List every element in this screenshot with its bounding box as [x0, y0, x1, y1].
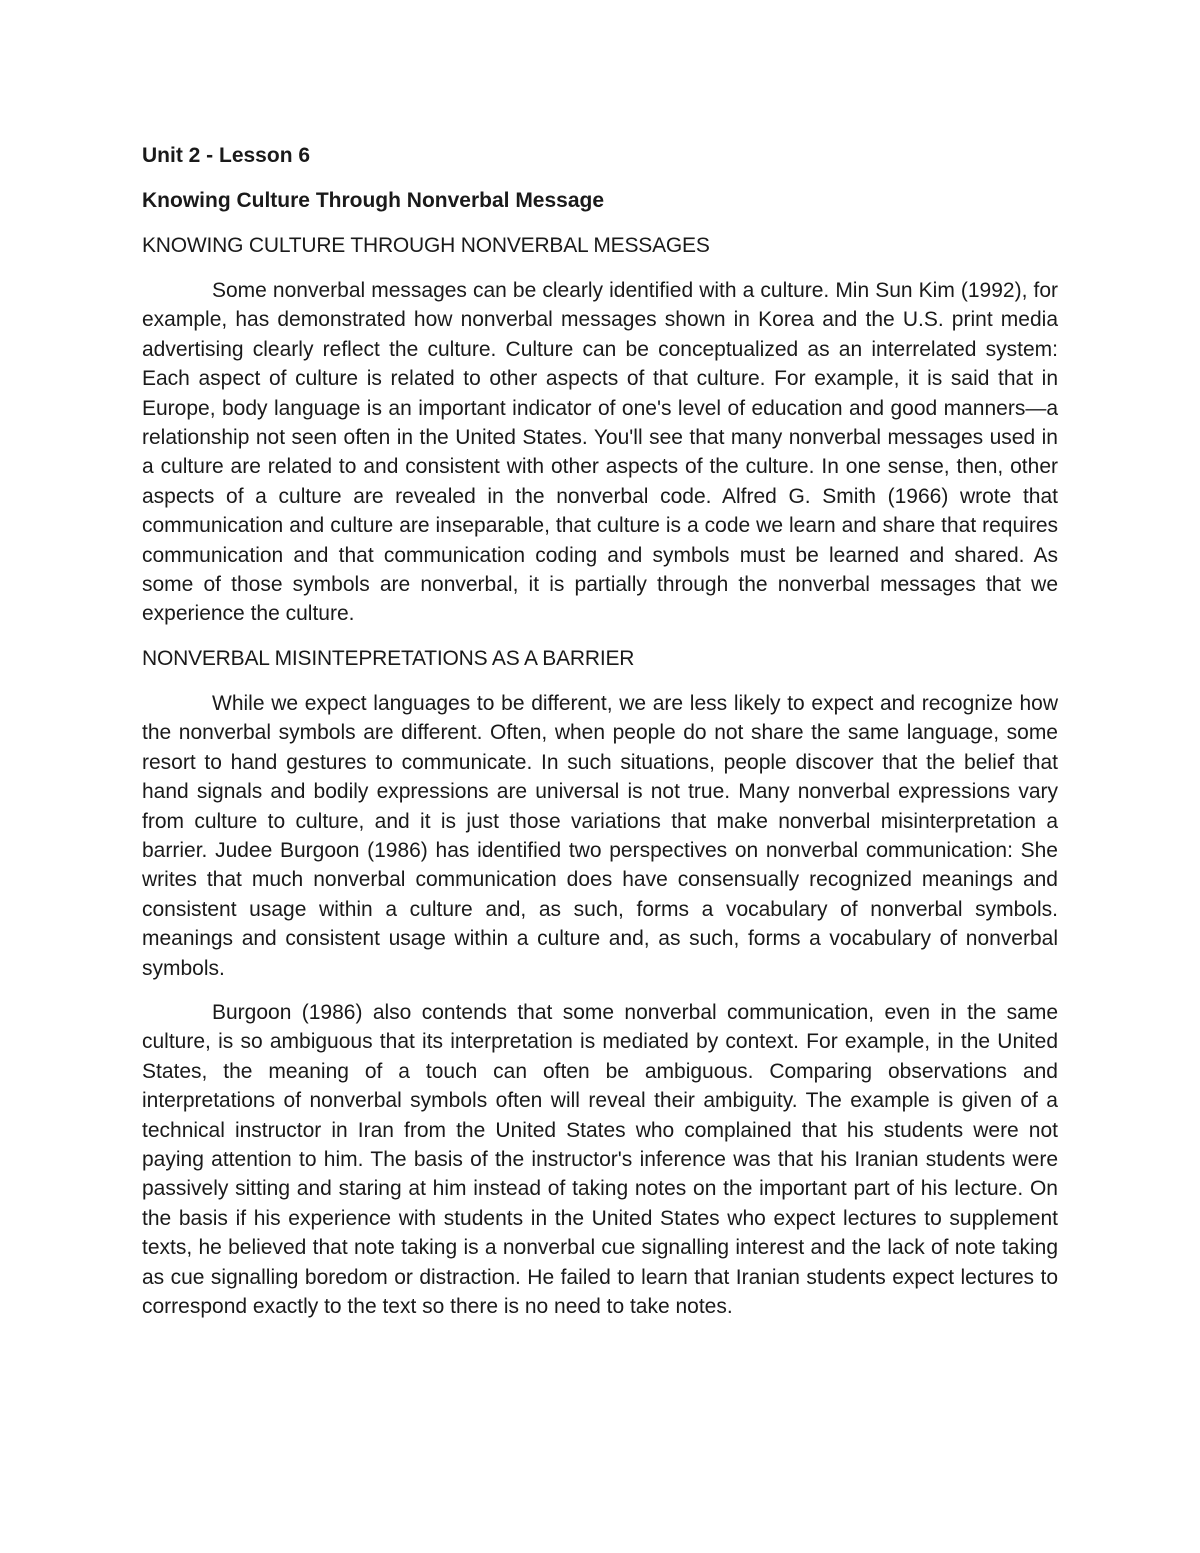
paragraph-misinterpretations-2: Burgoon (1986) also contends that some nonverbal communication, even in the same culture, is so ambiguous that its interpretation is mediated by context. For example, in the United States, the meaning of a touch can often be ambiguous. Comparing observations and interpretations of nonverbal symbols often will reveal their ambiguity. The example is given of a technical instructor in Iran from the United States who complained that his students were not paying attention to him. The basis of the instructor's inference was that his Iranian students were passively sitting and staring at him instead of taking notes on the important part of his lecture. On the basis if his experience with students in the United States who expect lectures to supplement texts, he believed that note taking is a nonverbal cue signalling interest and the lack of note taking as cue signalling boredom or distraction. He failed to learn that Iranian students expect lectures to correspond exactly to the text so there is no need to take notes.	[142, 1000, 1058, 1318]
unit-title: Unit 2 - Lesson 6	[142, 144, 311, 167]
section-heading-misinterpretations: NONVERBAL MISINTEPRETATIONS AS A BARRIER	[142, 646, 635, 670]
document-page	[142, 141, 1058, 1336]
lesson-title: Knowing Culture Through Nonverbal Message	[142, 189, 605, 212]
paragraph-knowing-culture: Some nonverbal messages can be clearly identified with a culture. Min Sun Kim (1992), for example, has demonstrated how nonverbal messages shown in Korea and the U.S. print media advertising clearly reflect the culture. Culture can be conceptualized as an interrelated system: Each aspect of culture is related to other aspects of that culture. For example, it is said that in Europe, body language is an important indicator of one's level of education and good manners—a relationship not seen often in the United States. You'll see that many nonverbal messages used in a culture are related to and consistent with other aspects of the culture. In one sense, then, other aspects of a culture are revealed in the nonverbal code. Alfred G. Smith (1966) wrote that communication and culture are inseparable, that culture is a code we learn and share that requires communication and that communication coding and symbols must be learned and shared. As some of those symbols are nonverbal, it is partially through the nonverbal messages that we experience the culture.	[142, 279, 1058, 626]
section-heading-knowing-culture: KNOWING CULTURE THROUGH NONVERBAL MESSAGES	[142, 234, 710, 257]
paragraph-misinterpretations-1: While we expect languages to be different, we are less likely to expect and recognize how the nonverbal symbols are different. Often, when people do not share the same language, some resort to hand gestures to communicate. In such situations, people discover that the belief that hand signals and bodily expressions are universal is not true. Many nonverbal expressions vary from culture to culture, and it is just those variations that make nonverbal misinterpretation a barrier. Judee Burgoon (1986) has identified two perspectives on nonverbal communication: She writes that much nonverbal communication does have consensually recognized meanings and consistent usage within a culture and, as such, forms a vocabulary of nonverbal symbols. meanings and consistent usage within a culture and, as such, forms a vocabulary of nonverbal symbols.	[142, 691, 1058, 980]
